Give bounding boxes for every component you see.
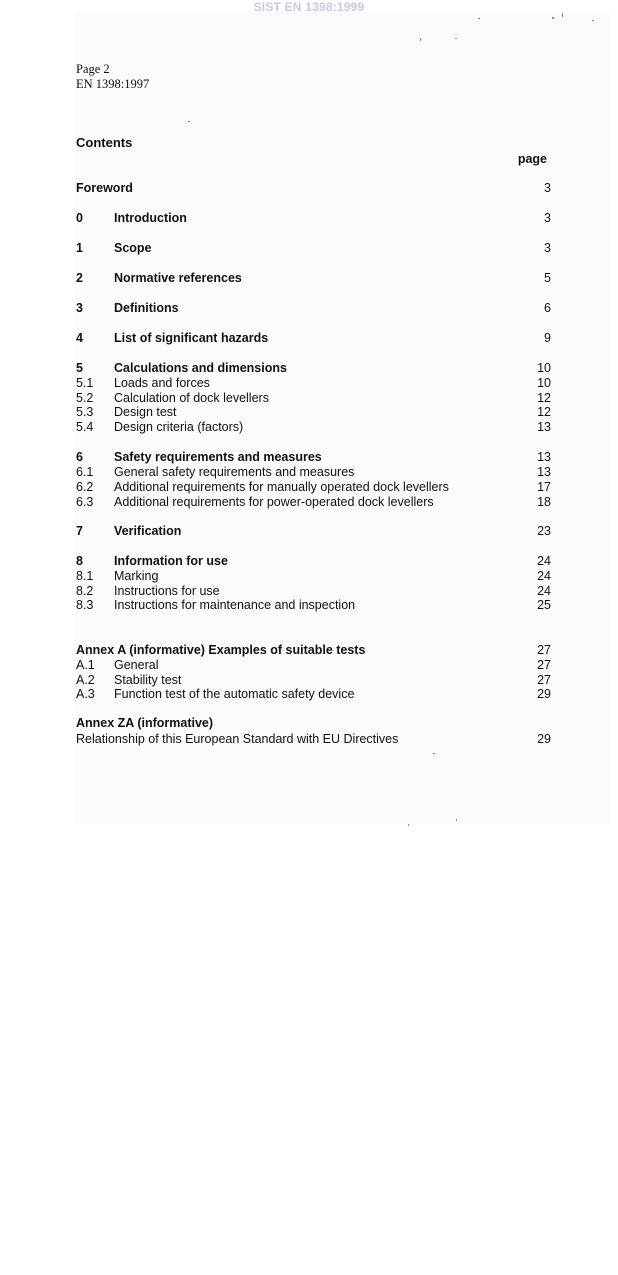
- toc-entry-number: 5.2: [76, 391, 94, 405]
- toc-entry-page: 13: [537, 450, 551, 464]
- toc-entry-page: 18: [537, 495, 551, 509]
- toc-entry-page: 3: [544, 181, 551, 195]
- toc-entry-page: 17: [537, 480, 551, 494]
- scan-speck: [562, 13, 563, 17]
- toc-entry: [76, 391, 551, 406]
- toc-entry-title: Relationship of this European Standard with EU Directives: [76, 732, 399, 746]
- toc-entry: [76, 301, 551, 316]
- toc-entry-title: Annex A (informative) Examples of suitable tests: [76, 643, 366, 657]
- toc-entry-title: Introduction: [114, 211, 187, 225]
- toc-entry-number: 5: [76, 361, 83, 375]
- toc-entry: [76, 211, 551, 226]
- toc-entry-page: 10: [537, 376, 551, 390]
- toc-entry-title: Verification: [114, 524, 182, 538]
- toc-entry-number: 6.2: [76, 480, 94, 494]
- toc-entry-page: 27: [537, 658, 551, 672]
- toc-entry: [76, 584, 551, 599]
- toc-entry-number: 6.3: [76, 495, 94, 509]
- toc-entry: [76, 361, 551, 376]
- toc-entry-page: 3: [544, 241, 551, 255]
- toc-entry-page: 13: [537, 465, 551, 479]
- toc-entry: [76, 598, 551, 613]
- toc-entry-title: Marking: [114, 569, 159, 583]
- toc-entry-number: 5.3: [76, 405, 94, 419]
- toc-entry: [76, 673, 551, 688]
- toc-entry-page: 10: [537, 361, 551, 375]
- toc-entry-number: 1: [76, 241, 83, 255]
- toc-entry-number: 8.3: [76, 598, 94, 612]
- toc-entry-page: 12: [537, 405, 551, 419]
- scan-speck: [408, 824, 409, 826]
- toc-entry-title: Instructions for maintenance and inspection: [114, 598, 356, 612]
- toc-entry: [76, 181, 551, 196]
- toc-entry: [76, 331, 551, 346]
- toc-entry-page: 27: [537, 673, 551, 687]
- toc-entry: [76, 716, 551, 731]
- toc-entry-page: 24: [537, 569, 551, 583]
- toc-entry-title: Stability test: [114, 673, 182, 687]
- toc-entry-page: 24: [537, 584, 551, 598]
- toc-entry-page: 24: [537, 554, 551, 568]
- toc-entry-title: General safety requirements and measures: [114, 465, 355, 479]
- toc-entry-number: 0: [76, 211, 83, 225]
- toc-entry-title: Additional requirements for power-operated dock levellers: [114, 495, 434, 509]
- toc-entry: [76, 480, 551, 495]
- page-number-label: Page 2: [76, 62, 110, 76]
- scan-speck: [420, 38, 421, 41]
- toc-entry-page: 6: [544, 301, 551, 315]
- toc-entry: [76, 376, 551, 391]
- toc-entry: [76, 524, 551, 539]
- scan-speck: [478, 18, 480, 19]
- toc-entry-number: 8.1: [76, 569, 94, 583]
- toc-entry: [76, 554, 551, 569]
- toc-entry: [76, 465, 551, 480]
- toc-entry-number: 3: [76, 301, 83, 315]
- toc-entry-number: A.3: [76, 687, 95, 701]
- toc-entry-title: Calculation of dock levellers: [114, 391, 269, 405]
- toc-entry: [76, 569, 551, 584]
- toc-entry-number: 6.1: [76, 465, 94, 479]
- toc-entry-page: 29: [537, 732, 551, 746]
- toc-entry-number: 6: [76, 450, 83, 464]
- toc-entry-number: 7: [76, 524, 83, 538]
- toc-entry-page: 9: [544, 331, 551, 345]
- toc-entry-number: A.1: [76, 658, 95, 672]
- toc-entry-number: 2: [76, 271, 83, 285]
- toc-entry: [76, 241, 551, 256]
- toc-entry-title: Definitions: [114, 301, 179, 315]
- toc-entry-page: 5: [544, 271, 551, 285]
- toc-entry-page: 27: [537, 643, 551, 657]
- page-column-label: page: [517, 152, 547, 166]
- toc-entry: [76, 643, 551, 658]
- scan-speck: [552, 17, 554, 19]
- toc-entry: [76, 658, 551, 673]
- toc-entry-title: Safety requirements and measures: [114, 450, 322, 464]
- toc-entry: [76, 420, 551, 435]
- toc-entry: [76, 687, 551, 702]
- toc-entry-title: Annex ZA (informative): [76, 716, 214, 730]
- toc-entry-page: 12: [537, 391, 551, 405]
- scan-speck: [433, 753, 435, 754]
- toc-entry-number: 5.4: [76, 420, 94, 434]
- toc-entry: [76, 495, 551, 510]
- toc-entry-page: 23: [537, 524, 551, 538]
- toc-entry-title: Foreword: [76, 181, 133, 195]
- scan-speck: [455, 38, 457, 39]
- toc-entry-title: Additional requirements for manually operated dock levellers: [114, 480, 449, 494]
- toc-entry-title: Normative references: [114, 271, 242, 285]
- scan-speck: [456, 819, 457, 821]
- toc-entry-title: General: [114, 658, 159, 672]
- toc-entry-title: Function test of the automatic safety device: [114, 687, 355, 701]
- toc-entry-title: Design criteria (factors): [114, 420, 244, 434]
- toc-entry: [76, 271, 551, 286]
- toc-entry-title: Scope: [114, 241, 152, 255]
- toc-entry-page: 13: [537, 420, 551, 434]
- toc-entry-title: Calculations and dimensions: [114, 361, 287, 375]
- toc-entry-title: Instructions for use: [114, 584, 220, 598]
- toc-entry-number: 5.1: [76, 376, 94, 390]
- toc-entry-page: 29: [537, 687, 551, 701]
- toc-entry-page: 25: [537, 598, 551, 612]
- toc-entry-number: A.2: [76, 673, 95, 687]
- toc-entry-page: 3: [544, 211, 551, 225]
- scan-speck: [188, 121, 190, 122]
- toc-entry: [76, 732, 551, 747]
- document-id: EN 1398:1997: [76, 77, 150, 91]
- scan-speck: [592, 20, 594, 21]
- toc-entry-number: 4: [76, 331, 83, 345]
- contents-heading: Contents: [76, 135, 133, 150]
- toc-entry-title: Design test: [114, 405, 177, 419]
- toc-entry-title: Information for use: [114, 554, 228, 568]
- toc-entry: [76, 450, 551, 465]
- toc-entry-title: Loads and forces: [114, 376, 210, 390]
- toc-entry-title: List of significant hazards: [114, 331, 269, 345]
- toc-entry-number: 8.2: [76, 584, 94, 598]
- toc-entry-number: 8: [76, 554, 83, 568]
- toc-entry: [76, 405, 551, 420]
- watermark: SIST EN 1398:1999: [253, 0, 365, 14]
